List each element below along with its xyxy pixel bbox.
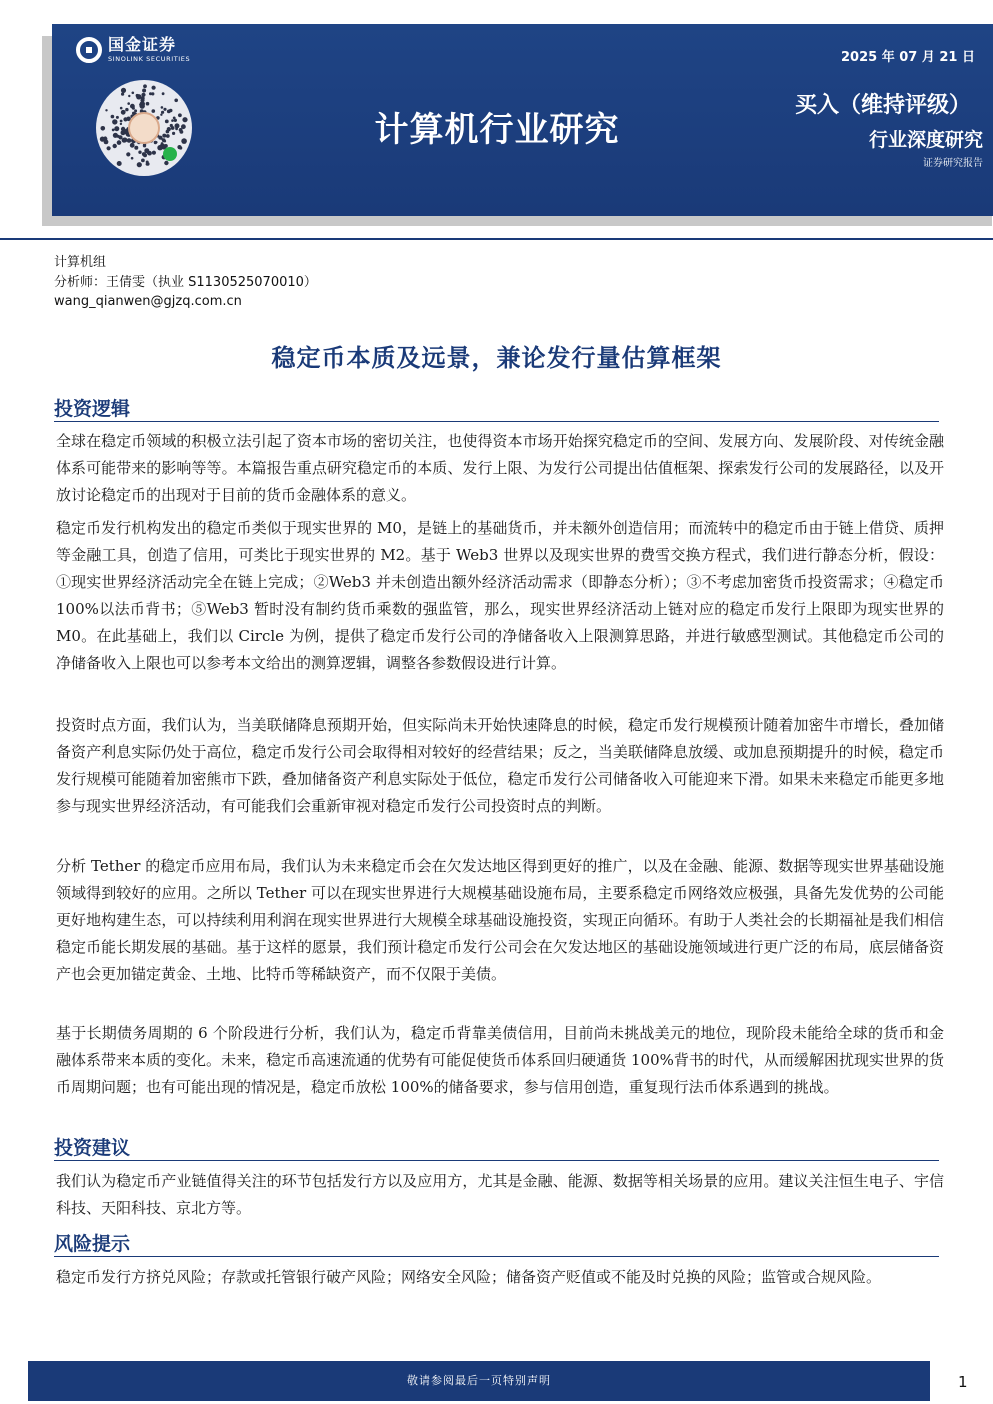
logo-mark-icon xyxy=(76,37,102,63)
footer-disclaimer: 敬请参阅最后一页特别声明 xyxy=(28,1361,930,1401)
brand-logo xyxy=(76,37,190,63)
analyst-name: 分析师：王倩雯（执业 S1130525070010） xyxy=(54,274,317,290)
rating: 买入（维持评级） xyxy=(794,93,971,118)
paragraph-logic-1: 全球在稳定币领域的积极立法引起了资本市场的密切关注，也使得资本市场开始探究稳定币的空间、发展方向、发展阶段、对传统金融体系可能带来的影响等等。本篇报告重点研究稳定币的本质、发行上限、为发行公司提出估值框架、探索发行公司的发展路径，以及开放讨论稳定币的出现对于目前的货币金融体系的意义。 xyxy=(56,432,944,504)
header-rule xyxy=(0,238,993,240)
section-divider xyxy=(54,1256,939,1257)
research-group: 计算机组 xyxy=(54,255,107,270)
page-number: 1 xyxy=(958,1373,968,1391)
report-type: 行业深度研究 xyxy=(868,129,983,151)
paragraph-logic-2: 稳定币发行机构发出的稳定币类似于现实世界的 M0，是链上的基础货币，并未额外创造信用；而流转中的稳定币由于链上借贷、质押等金融工具，创造了信用，可类比于现实世界的 M2。基于 Web3 世界以及现实世界的费雪交换方程式，我们进行静态分析，假设：①现实世界经济活动完全在链上完成；②Web3 并未创造出额外经济活动需求（即静态分析）；③不考虑加密货币投资需求；④稳定币 100%以法币背书；⑤Web3 暂时没有制约货币乘数的强监管，那么，现实世界经济活动上链对应的稳定币发行上限即为现实世界的 M0。在此基础上，我们以 Circle 为例，提供了稳定币发行公司的净储备收入上限测算思路，并进行敏感型测试。其他稳定币公司的净储备收入上限也可以参考本文给出的测算逻辑，调整各参数假设进行计算。 xyxy=(56,519,944,672)
report-date: 2025 年 07 月 21 日 xyxy=(841,50,975,65)
document-title: 稳定币本质及远景，兼论发行量估算框架 xyxy=(271,344,722,372)
section-divider xyxy=(54,1160,939,1161)
section-divider xyxy=(54,421,939,422)
report-label: 证券研究报告 xyxy=(923,158,983,169)
logo-name-cn: 国金证券 xyxy=(108,35,177,55)
paragraph-risk: 稳定币发行方挤兑风险；存款或托管银行破产风险；网络安全风险；储备资产贬值或不能及时兑换的风险；监管或合规风险。 xyxy=(56,1268,882,1286)
paragraph-advice: 我们认为稳定币产业链值得关注的环节包括发行方以及应用方，尤其是金融、能源、数据等相关场景的应用。建议关注恒生电子、宇信科技、天阳科技、京北方等。 xyxy=(56,1172,944,1217)
analyst-email[interactable]: wang_qianwen@gjzq.com.cn xyxy=(54,294,242,309)
paragraph-logic-3: 投资时点方面，我们认为，当美联储降息预期开始，但实际尚未开始快速降息的时候，稳定币发行规模预计随着加密牛市增长，叠加储备资产利息实际仍处于高位，稳定币发行公司会取得相对较好的经营结果；反之，当美联储降息放缓、或加息预期提升的时候，稳定币发行规模可能随着加密熊市下跌，叠加储备资产利息实际处于低位，稳定币发行公司储备收入可能迎来下滑。如果未来稳定币能更多地参与现实世界经济活动，有可能我们会重新审视对稳定币发行公司投资时点的判断。 xyxy=(56,716,944,815)
paragraph-logic-4: 分析 Tether 的稳定币应用布局，我们认为未来稳定币会在欠发达地区得到更好的推广，以及在金融、能源、数据等现实世界基础设施领域得到较好的应用。之所以 Tether 可以在现实世界进行大规模基础设施布局，主要系稳定币网络效应极强，具备先发优势的公司能更好地构建生态，可以持续利用利润在现实世界进行大规模全球基础设施投资，实现正向循环。有助于人类社会的长期福祉是我们相信稳定币能长期发展的基础。基于这样的愿景，我们预计稳定币发行公司会在欠发达地区的基础设施领域进行更广泛的布局，底层储备资产也会更加锚定黄金、土地、比特币等稀缺资产，而不仅限于美债。 xyxy=(56,857,944,983)
industry-title: 计算机行业研究 xyxy=(374,110,620,150)
header-banner xyxy=(52,24,993,216)
paragraph-logic-5: 基于长期债务周期的 6 个阶段进行分析，我们认为，稳定币背靠美债信用，目前尚未挑战美元的地位，现阶段未能给全球的货币和金融体系带来本质的变化。未来，稳定币高速流通的优势有可能促使货币体系回归硬通货 100%背书的时代，从而缓解困扰现实世界的货币周期问题；也有可能出现的情况是，稳定币放松 100%的储备要求，参与信用创造，重复现行法币体系遇到的挑战。 xyxy=(56,1024,944,1096)
analyst-info xyxy=(54,253,317,312)
section-heading-logic: 投资逻辑 xyxy=(54,398,131,420)
section-heading-risk: 风险提示 xyxy=(54,1233,131,1255)
section-heading-advice: 投资建议 xyxy=(54,1137,131,1159)
logo-name-en: SINOLINK SECURITIES xyxy=(108,55,191,64)
